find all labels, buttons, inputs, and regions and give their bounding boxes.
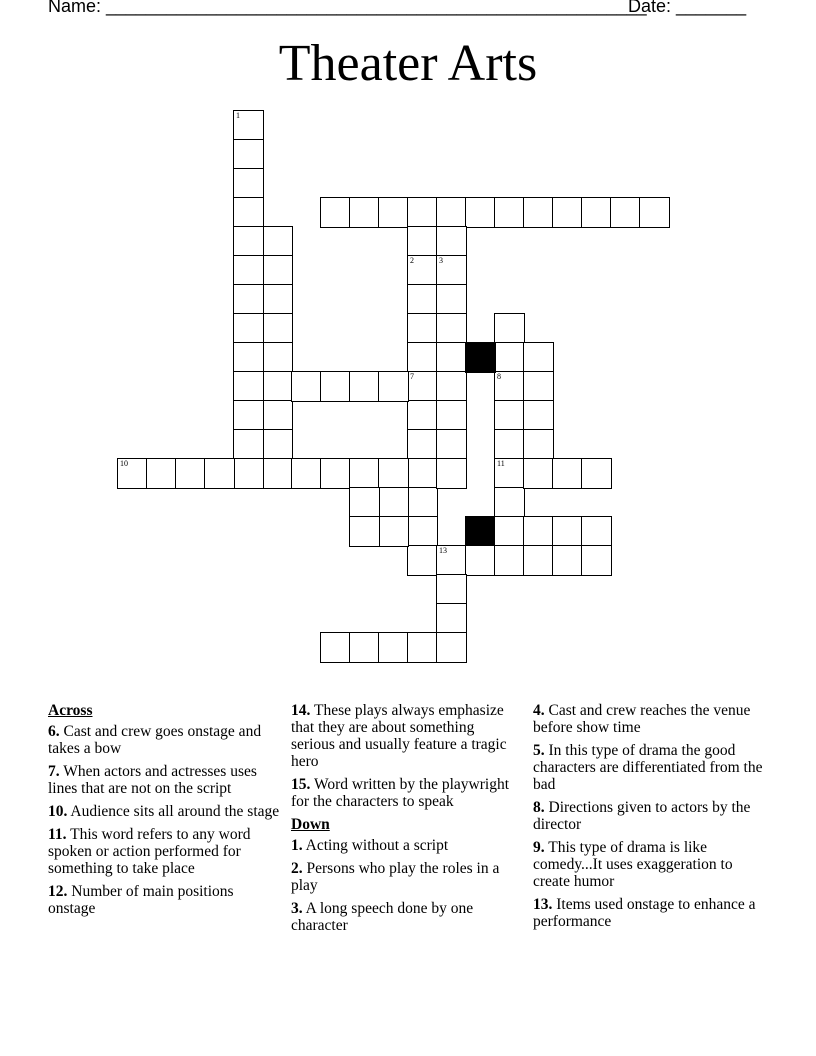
clue-number-label: 3.: [291, 900, 303, 917]
crossword-cell[interactable]: [349, 487, 380, 518]
clue-number-label: 14.: [291, 702, 311, 719]
clue-number-label: 9.: [533, 839, 545, 856]
clue-item: [533, 702, 773, 736]
crossword-cell[interactable]: [436, 603, 467, 634]
crossword-cell[interactable]: [233, 284, 264, 315]
crossword-cell[interactable]: [262, 342, 293, 373]
clue-number: 2: [410, 256, 414, 265]
crossword-cell[interactable]: [407, 197, 438, 228]
clue-number: 13: [439, 546, 447, 555]
clue-item: [533, 799, 773, 833]
crossword-cell[interactable]: [436, 255, 467, 286]
crossword-cell[interactable]: [494, 400, 525, 431]
crossword-cell[interactable]: [175, 458, 206, 489]
crossword-cell[interactable]: [407, 487, 438, 518]
crossword-cell[interactable]: [436, 371, 467, 402]
crossword-cell[interactable]: [523, 400, 554, 431]
crossword-cell[interactable]: [407, 516, 438, 547]
crossword-cell[interactable]: [436, 313, 467, 344]
clue-item: [48, 883, 283, 917]
clue-text: When actors and actresses uses lines that are not on the script: [48, 763, 257, 797]
crossword-cell[interactable]: [494, 197, 525, 228]
crossword-cell[interactable]: [378, 632, 409, 663]
clue-number-label: 8.: [533, 799, 545, 816]
clue-item: [533, 742, 773, 793]
crossword-cell[interactable]: [204, 458, 235, 489]
crossword-cell[interactable]: [436, 574, 467, 605]
clues-column-1: [48, 702, 283, 923]
crossword-cell[interactable]: [552, 516, 583, 547]
crossword-cell[interactable]: [523, 429, 554, 460]
crossword-cell[interactable]: [262, 284, 293, 315]
clue-number-label: 7.: [48, 763, 60, 780]
crossword-cell[interactable]: [262, 255, 293, 286]
crossword-cell[interactable]: [494, 371, 525, 402]
clue-text: Acting without a script: [302, 837, 449, 854]
crossword-cell[interactable]: [436, 284, 467, 315]
crossword-cell[interactable]: [523, 458, 554, 489]
clue-number: 10: [120, 459, 128, 468]
crossword-cell[interactable]: [581, 516, 612, 547]
blocked-cell: [465, 342, 496, 373]
clue-item: [291, 776, 516, 810]
clue-number: 3: [439, 256, 443, 265]
crossword-cell[interactable]: [407, 429, 438, 460]
page-title: Theater Arts: [278, 35, 538, 92]
crossword-cell[interactable]: [146, 458, 177, 489]
clues-column-2: [291, 702, 516, 940]
clue-text: A long speech done by one character: [291, 900, 474, 934]
crossword-cell[interactable]: [581, 197, 612, 228]
crossword-cell[interactable]: [523, 516, 554, 547]
crossword-cell[interactable]: [291, 458, 322, 489]
crossword-cell[interactable]: [407, 255, 438, 286]
across-heading: Across: [48, 702, 93, 719]
crossword-cell[interactable]: [262, 313, 293, 344]
crossword-cell[interactable]: [407, 226, 438, 257]
clue-number: 8: [497, 372, 501, 381]
crossword-cell[interactable]: [262, 400, 293, 431]
clue-item: [48, 723, 283, 757]
crossword-cell[interactable]: [581, 458, 612, 489]
clue-number: 7: [410, 372, 414, 381]
crossword-cell[interactable]: [233, 139, 264, 170]
crossword-cell[interactable]: [436, 342, 467, 373]
crossword-cell[interactable]: [523, 545, 554, 576]
clue-number-label: 5.: [533, 742, 545, 759]
clue-item: [533, 896, 773, 930]
crossword-cell[interactable]: [494, 313, 525, 344]
date-field-label: Date: _______: [628, 0, 747, 16]
crossword-cell[interactable]: [407, 545, 438, 576]
clue-number-label: 10.: [48, 803, 68, 820]
crossword-cell[interactable]: [436, 226, 467, 257]
clue-item: [48, 826, 283, 877]
crossword-cell[interactable]: [407, 400, 438, 431]
clue-text: Items used onstage to enhance a performance: [533, 896, 756, 930]
clue-text: Directions given to actors by the director: [533, 799, 751, 833]
crossword-cell[interactable]: [378, 197, 409, 228]
crossword-cell[interactable]: [378, 371, 409, 402]
crossword-cell[interactable]: [233, 168, 264, 199]
crossword-cell[interactable]: [233, 400, 264, 431]
clue-number-label: 15.: [291, 776, 311, 793]
blocked-cell: [465, 516, 496, 547]
crossword-cell[interactable]: [407, 632, 438, 663]
clues-column-3: [533, 702, 773, 936]
clue-number: 11: [497, 459, 505, 468]
crossword-cell[interactable]: [378, 516, 409, 547]
clue-text: This word refers to any word spoken or action performed for something to take place: [48, 826, 251, 877]
clue-text: Audience sits all around the stage: [67, 803, 280, 820]
crossword-cell[interactable]: [320, 197, 351, 228]
crossword-cell[interactable]: [494, 342, 525, 373]
crossword-cell[interactable]: [523, 371, 554, 402]
crossword-cell[interactable]: [552, 197, 583, 228]
crossword-cell[interactable]: [349, 197, 380, 228]
crossword-cell[interactable]: [320, 458, 351, 489]
crossword-cell[interactable]: [436, 545, 467, 576]
crossword-cell[interactable]: [465, 197, 496, 228]
crossword-cell[interactable]: [349, 458, 380, 489]
crossword-cell[interactable]: [291, 371, 322, 402]
clue-number-label: 11.: [48, 826, 67, 843]
crossword-cell[interactable]: [262, 371, 293, 402]
crossword-cell[interactable]: [117, 458, 148, 489]
clue-number: 1: [236, 111, 240, 120]
crossword-cell[interactable]: [494, 458, 525, 489]
crossword-cell[interactable]: [552, 545, 583, 576]
crossword-cell[interactable]: [233, 429, 264, 460]
clue-item: [533, 839, 773, 890]
crossword-cell[interactable]: [523, 342, 554, 373]
clue-number-label: 1.: [291, 837, 303, 854]
crossword-cell[interactable]: [581, 545, 612, 576]
clue-text: Word written by the playwright for the characters to speak: [291, 776, 510, 810]
crossword-cell[interactable]: [407, 342, 438, 373]
clue-item: [291, 837, 516, 854]
clue-item: [291, 702, 516, 770]
crossword-cell[interactable]: [436, 429, 467, 460]
clue-text: In this type of drama the good characters are differentiated from the bad: [533, 742, 763, 793]
crossword-cell[interactable]: [436, 197, 467, 228]
clue-number: 12: [468, 517, 476, 526]
crossword-cell[interactable]: [349, 516, 380, 547]
crossword-cell[interactable]: [262, 458, 293, 489]
crossword-cell[interactable]: [262, 226, 293, 257]
clue-text: Cast and crew goes onstage and takes a bow: [48, 723, 262, 757]
clue-text: Cast and crew reaches the venue before show time: [533, 702, 751, 736]
crossword-cell[interactable]: [465, 545, 496, 576]
clue-number-label: 13.: [533, 896, 553, 913]
crossword-cell[interactable]: [523, 197, 554, 228]
crossword-cell[interactable]: [349, 632, 380, 663]
clue-text: This type of drama is like comedy...It uses exaggeration to create humor: [533, 839, 733, 890]
crossword-cell[interactable]: [233, 313, 264, 344]
crossword-cell[interactable]: [233, 110, 264, 141]
crossword-cell[interactable]: [494, 487, 525, 518]
crossword-cell[interactable]: [494, 429, 525, 460]
crossword-cell[interactable]: [407, 284, 438, 315]
crossword-cell[interactable]: [436, 458, 467, 489]
crossword-cell[interactable]: [233, 197, 264, 228]
clue-number-label: 12.: [48, 883, 68, 900]
clue-item: [291, 860, 516, 894]
crossword-cell[interactable]: [436, 400, 467, 431]
crossword-cell[interactable]: [494, 545, 525, 576]
crossword-cell[interactable]: [610, 197, 641, 228]
crossword-cell[interactable]: [436, 632, 467, 663]
clue-number-label: 4.: [533, 702, 545, 719]
clue-number-label: 6.: [48, 723, 60, 740]
clue-item: [48, 803, 283, 820]
crossword-cell[interactable]: [233, 371, 264, 402]
clue-text: Persons who play the roles in a play: [291, 860, 500, 894]
crossword-cell[interactable]: [320, 371, 351, 402]
crossword-cell[interactable]: [320, 632, 351, 663]
name-field-label: Name: ______________________________________________________: [48, 0, 647, 16]
crossword-cell[interactable]: [552, 458, 583, 489]
clue-text: Number of main positions onstage: [48, 883, 234, 917]
crossword-cell[interactable]: [494, 516, 525, 547]
crossword-cell[interactable]: [378, 458, 409, 489]
down-heading: Down: [291, 816, 330, 833]
clue-number-label: 2.: [291, 860, 303, 877]
crossword-cell[interactable]: [233, 255, 264, 286]
crossword-cell[interactable]: [378, 487, 409, 518]
crossword-cell[interactable]: [233, 226, 264, 257]
crossword-cell[interactable]: [407, 313, 438, 344]
crossword-cell[interactable]: [233, 458, 264, 489]
crossword-cell[interactable]: [407, 458, 438, 489]
crossword-cell[interactable]: [262, 429, 293, 460]
crossword-cell[interactable]: [639, 197, 670, 228]
clue-item: [291, 900, 516, 934]
crossword-cell[interactable]: [233, 342, 264, 373]
crossword-cell[interactable]: [349, 371, 380, 402]
crossword-cell[interactable]: [407, 371, 438, 402]
clue-item: [48, 763, 283, 797]
clue-text: These plays always emphasize that they are about something serious and usually feature a tragic hero: [291, 702, 507, 770]
